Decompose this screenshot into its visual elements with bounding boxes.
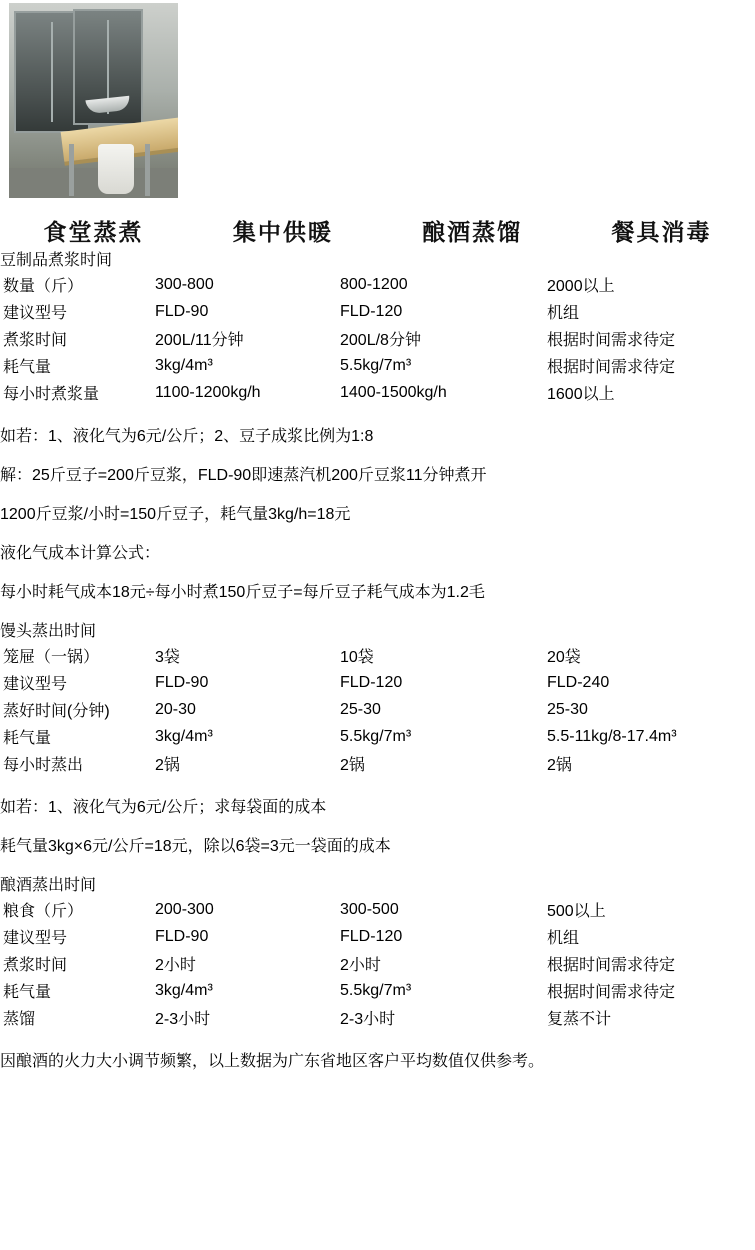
steamed-buns-notes [0, 794, 755, 856]
value-cell: 10袋 [340, 649, 374, 666]
value-cell: 5.5kg/7m³ [340, 356, 412, 374]
value-cell: FLD-90 [155, 927, 209, 945]
value-cell: 机组 [547, 305, 580, 322]
table-row [2, 353, 747, 378]
value-cell: 2小时 [340, 957, 381, 974]
table-row [2, 924, 747, 949]
row-header-cell: 耗气量 [3, 730, 52, 747]
table-row [2, 978, 747, 1003]
value-cell: 300-500 [340, 900, 399, 918]
value-cell: 复蒸不计 [547, 1011, 612, 1028]
photo-caption: 集中供暖 [232, 219, 333, 245]
row-header-cell: 煮浆时间 [3, 957, 68, 974]
table-row [2, 326, 747, 351]
table-row [2, 1005, 747, 1030]
photo-caption: 餐具消毒 [611, 219, 712, 245]
value-cell: FLD-120 [340, 927, 403, 945]
note-line: 如若：1、液化气为6元/公斤；求每袋面的成本 [0, 799, 327, 816]
photo-card-distilling [388, 3, 557, 247]
soy-milk-notes [0, 423, 755, 602]
value-cell: 2锅 [340, 757, 365, 774]
photo-caption: 酿酒蒸馏 [422, 219, 523, 245]
value-cell: 5.5kg/7m³ [340, 727, 412, 745]
value-cell: 1600以上 [547, 386, 615, 403]
value-cell: 2-3小时 [340, 1011, 396, 1028]
section-badge-steamed-buns: 馒头蒸出时间 [0, 623, 97, 640]
value-cell: 机组 [547, 930, 580, 947]
section-badge-soy-milk: 豆制品煮浆时间 [0, 252, 113, 269]
note-line: 解：25斤豆子=200斤豆浆，FLD-90即速蒸汽机200斤豆浆11分钟煮开 [0, 467, 487, 484]
value-cell: 1400-1500kg/h [340, 383, 447, 401]
table-row [2, 299, 747, 324]
table-leg-shape [145, 144, 150, 196]
table-row [2, 643, 747, 668]
table-row [2, 697, 747, 722]
table-row [2, 272, 747, 297]
note-line: 因酿酒的火力大小调节频繁，以上数据为广东省地区客户平均数值仅供参考。 [0, 1053, 545, 1070]
photo-wine-distilling [388, 3, 557, 198]
value-cell: 800-1200 [340, 275, 408, 293]
row-header-cell: 每小时蒸出 [3, 757, 84, 774]
photo-card-heating [198, 3, 367, 247]
note-line: 液化气成本计算公式： [0, 545, 161, 562]
value-cell: 根据时间需求待定 [547, 984, 676, 1001]
wine-distilling-spec-table [0, 895, 749, 1032]
photo-card-disinfection [577, 3, 746, 247]
note-line: 耗气量3kg×6元/公斤=18元，除以6袋=3元一袋面的成本 [0, 838, 391, 855]
value-cell: 1100-1200kg/h [155, 383, 261, 401]
value-cell: FLD-120 [340, 302, 403, 320]
row-header-cell: 建议型号 [3, 930, 68, 947]
value-cell: 300-800 [155, 275, 214, 293]
value-cell: 500以上 [547, 903, 606, 920]
row-header-cell: 建议型号 [3, 676, 68, 693]
value-cell: 5.5-11kg/8-17.4m³ [547, 727, 677, 745]
value-cell: FLD-90 [155, 673, 209, 691]
table-leg-shape [69, 144, 74, 196]
photo-central-heating [198, 3, 367, 198]
value-cell: 200L/8分钟 [340, 332, 421, 349]
row-header-cell: 耗气量 [3, 984, 52, 1001]
value-cell: 2锅 [547, 757, 572, 774]
value-cell: 2-3小时 [155, 1011, 211, 1028]
value-cell: FLD-120 [340, 673, 403, 691]
row-header-cell: 蒸馏 [3, 1011, 36, 1028]
row-header-cell: 每小时煮浆量 [3, 386, 100, 403]
note-line: 如若：1、液化气为6元/公斤；2、豆子成浆比例为1:8 [0, 428, 374, 445]
value-cell: 2锅 [155, 757, 180, 774]
value-cell: 根据时间需求待定 [547, 957, 676, 974]
note-line: 1200斤豆浆/小时=150斤豆子，耗气量3kg/h=18元 [0, 506, 351, 523]
value-cell: 3kg/4m³ [155, 356, 213, 374]
bucket-shape [98, 144, 134, 194]
row-header-cell: 建议型号 [3, 305, 68, 322]
value-cell: 2000以上 [547, 278, 615, 295]
application-photo-strip [0, 0, 755, 247]
value-cell: 根据时间需求待定 [547, 359, 676, 376]
soy-milk-spec-table [0, 270, 749, 407]
value-cell: 20-30 [155, 700, 196, 718]
steamed-buns-spec-table [0, 641, 749, 778]
section-header-row [0, 872, 755, 895]
value-cell: 2小时 [155, 957, 196, 974]
table-row [2, 724, 747, 749]
row-header-cell: 粮食（斤） [3, 903, 84, 920]
row-header-cell: 煮浆时间 [3, 332, 68, 349]
photo-caption: 食堂蒸煮 [43, 219, 144, 245]
section-badge-wine-distilling: 酿酒蒸出时间 [0, 877, 97, 894]
value-cell: 20袋 [547, 649, 581, 666]
table-row [2, 380, 747, 405]
section-header-row [0, 247, 755, 270]
table-row [2, 670, 747, 695]
kitchen-floor-shape [9, 168, 178, 198]
value-cell: 5.5kg/7m³ [340, 981, 412, 999]
value-cell: 3kg/4m³ [155, 727, 213, 745]
value-cell: FLD-240 [547, 673, 610, 691]
value-cell: 25-30 [547, 700, 588, 718]
value-cell: 200L/11分钟 [155, 332, 244, 349]
table-row [2, 897, 747, 922]
value-cell: 3kg/4m³ [155, 981, 213, 999]
note-line: 每小时耗气成本18元÷每小时煮150斤豆子=每斤豆子耗气成本为1.2毛 [0, 584, 485, 601]
photo-card-canteen [9, 3, 178, 247]
row-header-cell: 蒸好时间(分钟) [3, 703, 110, 720]
value-cell: 200-300 [155, 900, 214, 918]
value-cell: 根据时间需求待定 [547, 332, 676, 349]
value-cell: FLD-90 [155, 302, 209, 320]
table-row [2, 951, 747, 976]
value-cell: 25-30 [340, 700, 381, 718]
row-header-cell: 耗气量 [3, 359, 52, 376]
section-header-row [0, 618, 755, 641]
value-cell: 3袋 [155, 649, 180, 666]
row-header-cell: 数量（斤） [3, 278, 84, 295]
photo-canteen-steaming [9, 3, 178, 198]
table-row [2, 751, 747, 776]
wine-distilling-footnote [0, 1048, 755, 1071]
row-header-cell: 笼屉（一锅） [3, 649, 100, 666]
photo-dishware-disinfection [577, 3, 746, 198]
